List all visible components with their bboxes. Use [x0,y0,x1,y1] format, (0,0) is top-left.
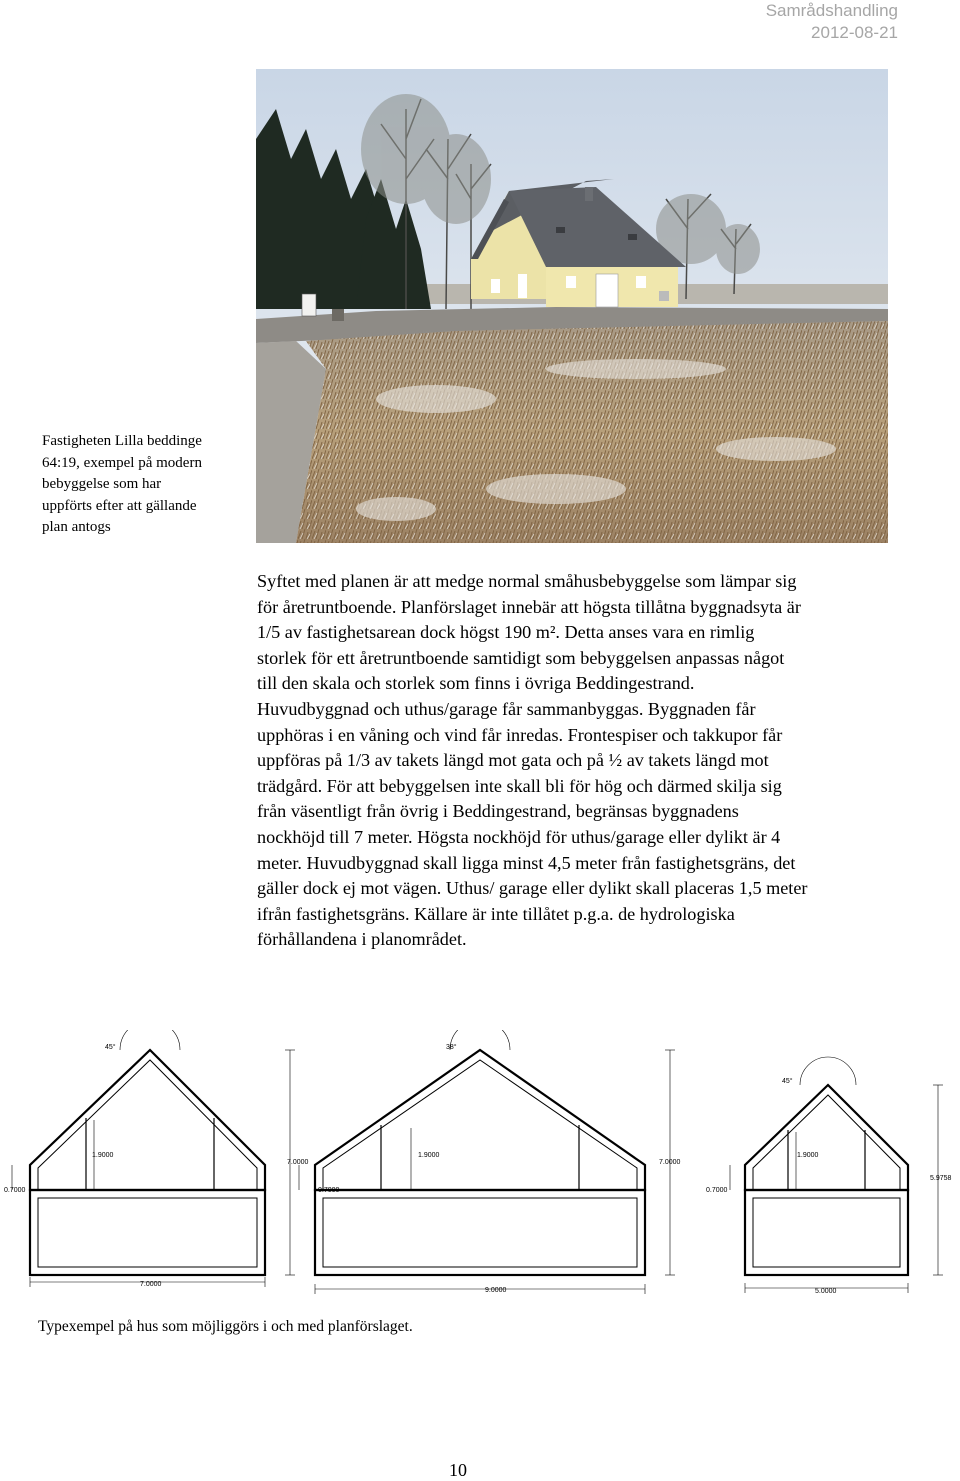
photo-caption-line: bebyggelse som har [42,476,162,492]
house-1-wall: 0.7000 [4,1187,26,1194]
body-line: gäller dock ej mot vägen. Uthus/ garage eller dylikt skall placeras 1,5 meter [257,878,808,899]
house-3-width: 5.0000 [815,1288,837,1295]
house-1-ground-floor [30,1190,265,1275]
house-2-angle: 38° [446,1044,457,1051]
body-text [257,569,897,953]
house-1-height: 7.0000 [287,1159,309,1166]
body-line: från väsentligt från övrig i Beddingestrand, begränsas byggnadens [257,801,739,822]
header [766,0,898,44]
body-line: storlek för ett åretruntboende samtidigt som bebyggelsen anpassas något [257,647,785,668]
house-3-wall: 0.7000 [706,1187,728,1194]
body-line: förhållandena i planområdet. [257,929,467,950]
house-2-width: 9.0000 [485,1287,507,1294]
house-2-height: 7.0000 [659,1159,681,1166]
house-2-wall: 0.7000 [318,1187,340,1194]
house-3-knee-height: 1.9000 [797,1152,819,1159]
house-2-knee-height: 1.9000 [418,1152,440,1159]
figure-caption: Typexempel på hus som möjliggörs i och med planförslaget. [38,1318,413,1335]
section-drawings-svg [0,1030,960,1305]
photo-caption-line: 64:19, exempel på modern [42,454,202,471]
house-3-angle: 45° [782,1078,793,1085]
body-line: upphöras i en våning och vind får inredas. Frontespiser och takkupor får [257,724,783,745]
body-line: Huvudbyggnad och uthus/garage får sammanbyggas. Byggnaden får [257,698,756,719]
body-line: för åretruntboende. Planförslaget innebär att högsta tillåtna byggnadsyta är [257,596,801,617]
house-photo-illustration [256,69,888,543]
body-line: 1/5 av fastighetsarean dock högst 190 m². Detta anses vara en rimlig [257,622,755,643]
body-line: trädgård. För att bebyggelsen inte skall bli för hög och därmed skilja sig [257,775,782,796]
house-photo [256,69,888,543]
body-line: uppföras på 1/3 av takets längd mot gata och på ½ av takets längd mot [257,750,769,771]
house-1-outline [30,1050,265,1190]
house-1-knee-height: 1.9000 [92,1152,114,1159]
house-3-outline [745,1085,908,1190]
photo-caption-line: uppförts efter att gällande [42,497,197,514]
photo-caption-line: Fastigheten Lilla beddinge [42,433,202,449]
body-line: ifrån fastighetsgräns. Källare är inte tillåtet p.g.a. de hydrologiska [257,903,735,924]
house-1-width: 7.0000 [140,1281,162,1288]
photo-caption-line: plan antogs [42,519,111,535]
house-3-height: 5.9758 [930,1175,952,1182]
house-3-ground-floor [745,1190,908,1275]
house-2-outline [315,1050,645,1190]
body-line: nockhöjd till 7 meter. Högsta nockhöjd för uthus/garage eller dylikt är 4 [257,826,781,847]
house-2-ground-floor [315,1190,645,1275]
body-line: Syftet med planen är att medge normal småhusbebyggelse som lämpar sig [257,571,797,591]
body-line: till den skala och storlek som finns i övriga Beddingestrand. [257,673,695,694]
photo-caption [42,431,242,539]
page-number: 10 [449,1460,467,1480]
header-date: 2012-08-21 [811,23,898,42]
body-line: meter. Huvudbyggnad skall ligga minst 4,5 meter från fastighetsgräns, det [257,852,796,873]
house-section-drawings [0,1030,960,1305]
header-title: Samrådshandling [765,1,898,20]
house-1-angle: 45° [105,1044,116,1051]
